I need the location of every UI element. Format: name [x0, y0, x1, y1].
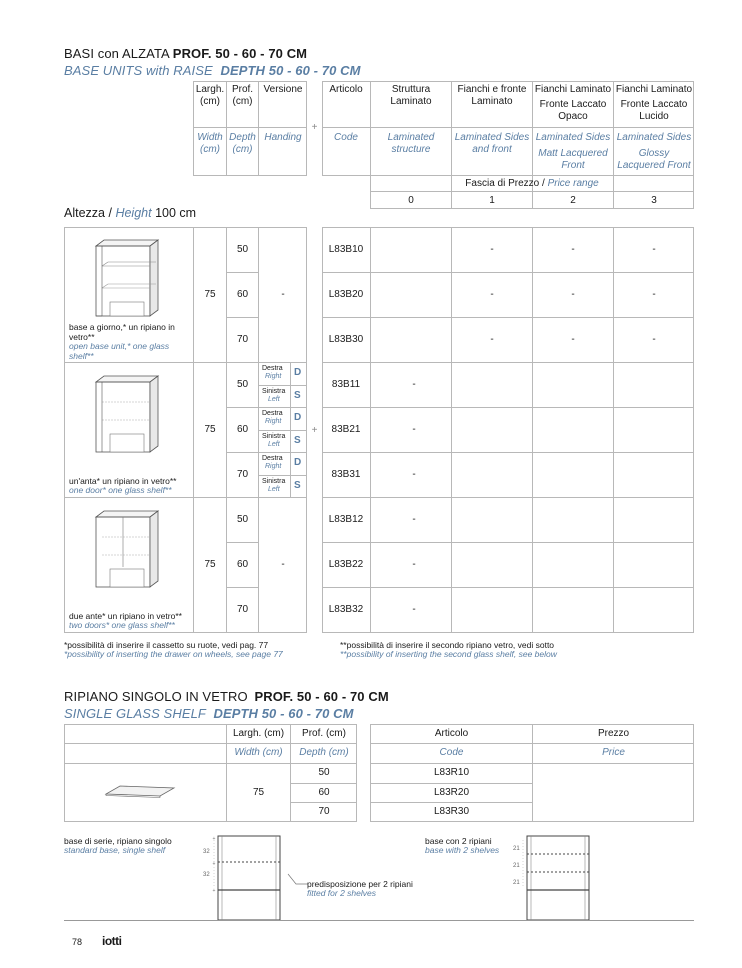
group1-version: - — [281, 289, 285, 300]
group1-depth-70: 70 — [236, 334, 249, 345]
page-number: 78 — [72, 937, 83, 947]
diagram-left-it: base di serie, ripiano singolo — [64, 836, 172, 846]
one-door-base-unit-illustration — [88, 372, 168, 456]
header-col2-en-a: Laminated Sides — [535, 132, 611, 143]
group1-depth-50: 50 — [236, 244, 249, 255]
hand-left-1 — [262, 388, 285, 404]
price-range-1: 1 — [489, 195, 495, 206]
shelf-width-value: 75 — [252, 787, 265, 798]
shelf-code-2: L83R20 — [433, 787, 470, 798]
note2-it: **possibilità di inserire il secondo ripiano vetro, vedi sotto — [340, 640, 555, 650]
header-col2-it-a: Fianchi Laminato — [534, 84, 612, 95]
group3-r2-p0: - — [412, 559, 416, 570]
section2-subtitle — [64, 706, 354, 721]
group1-r1-p1: - — [490, 244, 494, 255]
price-range-it: Fascia di Prezzo — [465, 178, 540, 189]
hand-left-3 — [262, 478, 285, 494]
group1-r2-p1: - — [490, 289, 494, 300]
group1-code-3: L83B30 — [328, 334, 364, 345]
header-plus: + — [311, 122, 318, 133]
header-col2-it-b: Fronte Laccato Opaco — [539, 99, 607, 122]
shelf-width-en: Width (cm) — [234, 747, 283, 758]
group3-width: 75 — [204, 559, 216, 570]
shelf-code-it: Articolo — [434, 728, 469, 739]
shelf-price-en: Price — [602, 747, 625, 758]
section1-title-en: BASE UNITS with RAISE — [64, 63, 213, 78]
hand-left-1-it: Sinistra — [262, 388, 286, 395]
group1-r3-p3: - — [652, 334, 656, 345]
group3-code-2: L83B22 — [328, 559, 364, 570]
shelf-code-1: L83R10 — [433, 767, 470, 778]
header-col3-en-b: Glossy Lacquered Front — [617, 148, 691, 171]
open-base-unit-illustration — [88, 236, 168, 320]
header-col2-en-b: Matt Lacquered Front — [538, 148, 608, 171]
shelf-depth-en: Depth (cm) — [299, 747, 349, 758]
group2-depth-70: 70 — [236, 469, 249, 480]
shelf-price-it: Prezzo — [597, 728, 630, 739]
section2-title-en-bold: DEPTH 50 - 60 - 70 CM — [213, 706, 354, 721]
header-col1-it: Fianchi e fronte Laminato — [457, 84, 527, 107]
group2-code-3: 83B31 — [331, 469, 361, 480]
group1-r2-p2: - — [571, 289, 575, 300]
hand-left-1-en: Left — [268, 396, 280, 403]
hand-left-2-letter: S — [294, 435, 301, 446]
section1-subtitle — [64, 63, 361, 78]
group1-r1-p3: - — [652, 244, 656, 255]
footer-rule — [64, 920, 694, 921]
group3-code-3: L83B32 — [328, 604, 364, 615]
section1-title-it-bold: PROF. 50 - 60 - 70 CM — [172, 46, 308, 61]
hand-left-2 — [262, 433, 285, 449]
left-dim-b: 32 — [203, 872, 210, 878]
hand-right-1-it: Destra — [262, 365, 283, 372]
header-depth-it: Prof. (cm) — [231, 84, 254, 107]
shelf-depth-50: 50 — [318, 767, 330, 778]
section1-title-en-bold: DEPTH 50 - 60 - 70 CM — [220, 63, 361, 78]
header-width-it: Largh. (cm) — [195, 84, 225, 107]
header-col3-it-b: Fronte Laccato Lucido — [620, 99, 688, 122]
section2-title-it-bold: PROF. 50 - 60 - 70 CM — [254, 689, 389, 704]
group1-r3-p1: - — [490, 334, 494, 345]
header-handing-it: Versione — [263, 84, 303, 95]
group3-code-1: L83B12 — [328, 514, 364, 525]
right-dim-c: 21 — [513, 880, 520, 886]
group2-code-2: 83B21 — [331, 424, 361, 435]
group1-r3-p2: - — [571, 334, 575, 345]
svg-text:+: + — [212, 888, 216, 894]
note1-en: *possibility of inserting the drawer on wheels, see page 77 — [64, 649, 283, 659]
header-code-en: Code — [334, 132, 358, 143]
group2-depth-50: 50 — [236, 379, 249, 390]
group2-desc-it: un'anta* un ripiano in vetro** — [69, 476, 177, 486]
section2-title — [64, 689, 389, 704]
group2-depth-60: 60 — [236, 424, 249, 435]
group1-depth-60: 60 — [236, 289, 249, 300]
group2-r3-p0: - — [412, 469, 416, 480]
header-col0-en: Laminated structure — [387, 132, 435, 155]
group3-r1-p0: - — [412, 514, 416, 525]
glass-shelf-illustration — [100, 782, 180, 800]
hand-left-3-it: Sinistra — [262, 478, 286, 485]
height-en: Height — [115, 206, 152, 220]
hand-right-2-letter: D — [294, 412, 302, 423]
header-depth-en: Depth (cm) — [229, 132, 256, 155]
header-col3-it-a: Fianchi Laminato — [615, 84, 693, 95]
hand-left-2-it: Sinistra — [262, 433, 286, 440]
group1-r1-p2: - — [571, 244, 575, 255]
price-range-2: 2 — [570, 195, 576, 206]
svg-text:+: + — [212, 861, 216, 867]
header-col3-en-a: Laminated Sides — [616, 132, 692, 143]
diagram-left-en: standard base, single shelf — [64, 845, 166, 855]
group1-width: 75 — [204, 289, 216, 300]
group3-desc-en: two doors* one glass shelf** — [69, 620, 175, 630]
shelf-depth-it: Prof. (cm) — [302, 728, 346, 739]
group3-depth-60: 60 — [236, 559, 249, 570]
section2-title-en: SINGLE GLASS SHELF — [64, 706, 206, 721]
diagram-two-shelves — [515, 832, 595, 920]
header-col0-it: Struttura Laminato — [390, 84, 432, 107]
price-range-3: 3 — [651, 195, 657, 206]
diagram-right-it: base con 2 ripiani — [425, 836, 492, 846]
height-it: Altezza — [64, 206, 105, 220]
group1-r2-p3: - — [652, 289, 656, 300]
main-table-right — [322, 227, 694, 633]
shelf-width-it: Largh. (cm) — [232, 728, 285, 739]
group1-desc-it: base a giorno,* un ripiano in vetro** — [69, 322, 175, 342]
hand-left-3-letter: S — [294, 480, 301, 491]
section1-title-it: BASI con ALZATA — [64, 46, 170, 61]
note2-en: **possibility of inserting the second glass shelf, see below — [340, 649, 557, 659]
hand-right-3 — [262, 455, 283, 471]
group1-code-1: L83B10 — [328, 244, 364, 255]
group2-width: 75 — [204, 424, 216, 435]
brand-logo: iotti — [102, 934, 122, 948]
hand-right-3-en: Right — [265, 463, 282, 470]
diagram-mid-it: predisposizione per 2 ripiani — [307, 879, 413, 889]
group3-r3-p0: - — [412, 604, 416, 615]
group3-version: - — [281, 559, 285, 570]
header-handing-en: Handing — [264, 132, 302, 143]
svg-text:+: + — [212, 836, 216, 842]
group2-code-1: 83B11 — [331, 379, 361, 390]
two-doors-base-unit-illustration — [88, 507, 168, 591]
note1-it: *possibilità di inserire il cassetto su ruote, vedi pag. 77 — [64, 640, 269, 650]
right-dim-b: 21 — [513, 863, 520, 869]
hand-right-1-en: Right — [265, 373, 282, 380]
height-sep: / — [108, 206, 112, 220]
diagram-single-shelf — [200, 832, 290, 920]
price-range-sep: / — [542, 178, 545, 189]
shelf-code-en: Code — [439, 747, 464, 758]
hand-left-1-letter: S — [294, 390, 301, 401]
diagram-mid-en: fitted for 2 shelves — [307, 888, 376, 898]
group2-plus: + — [311, 425, 318, 436]
group2-r1-p0: - — [412, 379, 416, 390]
price-range-0: 0 — [408, 195, 414, 206]
header-width-en: Width (cm) — [197, 132, 223, 155]
header-code-it: Articolo — [329, 84, 363, 95]
right-dim-a: 21 — [513, 846, 520, 852]
diagram-right-en: base with 2 shelves — [425, 845, 500, 855]
left-dim-a: 32 — [203, 849, 210, 855]
hand-right-1-letter: D — [294, 367, 302, 378]
group1-desc-en: open base unit,* one glass shelf** — [69, 341, 170, 361]
hand-right-3-letter: D — [294, 457, 302, 468]
section1-title — [64, 46, 307, 61]
price-range-label — [370, 178, 694, 190]
hand-right-2-en: Right — [265, 418, 282, 425]
group2-desc-en: one door* one glass shelf** — [69, 485, 172, 495]
shelf-code-3: L83R30 — [433, 806, 470, 817]
shelf-depth-70: 70 — [318, 806, 330, 817]
hand-left-2-en: Left — [268, 441, 280, 448]
hand-right-3-it: Destra — [262, 455, 283, 462]
group1-code-2: L83B20 — [328, 289, 364, 300]
height-label — [64, 206, 196, 220]
group2-r2-p0: - — [412, 424, 416, 435]
group3-depth-50: 50 — [236, 514, 249, 525]
group3-depth-70: 70 — [236, 604, 249, 615]
hand-right-2-it: Destra — [262, 410, 283, 417]
price-range-en: Price range — [547, 178, 599, 189]
hand-left-3-en: Left — [268, 486, 280, 493]
section2-title-it: RIPIANO SINGOLO IN VETRO — [64, 689, 248, 704]
shelf-depth-60: 60 — [318, 787, 330, 798]
hand-right-2 — [262, 410, 283, 426]
height-value: 100 cm — [155, 206, 197, 220]
header-col1-en: Laminated Sides and front — [454, 132, 530, 155]
hand-right-1 — [262, 365, 283, 381]
group3-desc-it: due ante* un ripiano in vetro** — [69, 611, 182, 621]
